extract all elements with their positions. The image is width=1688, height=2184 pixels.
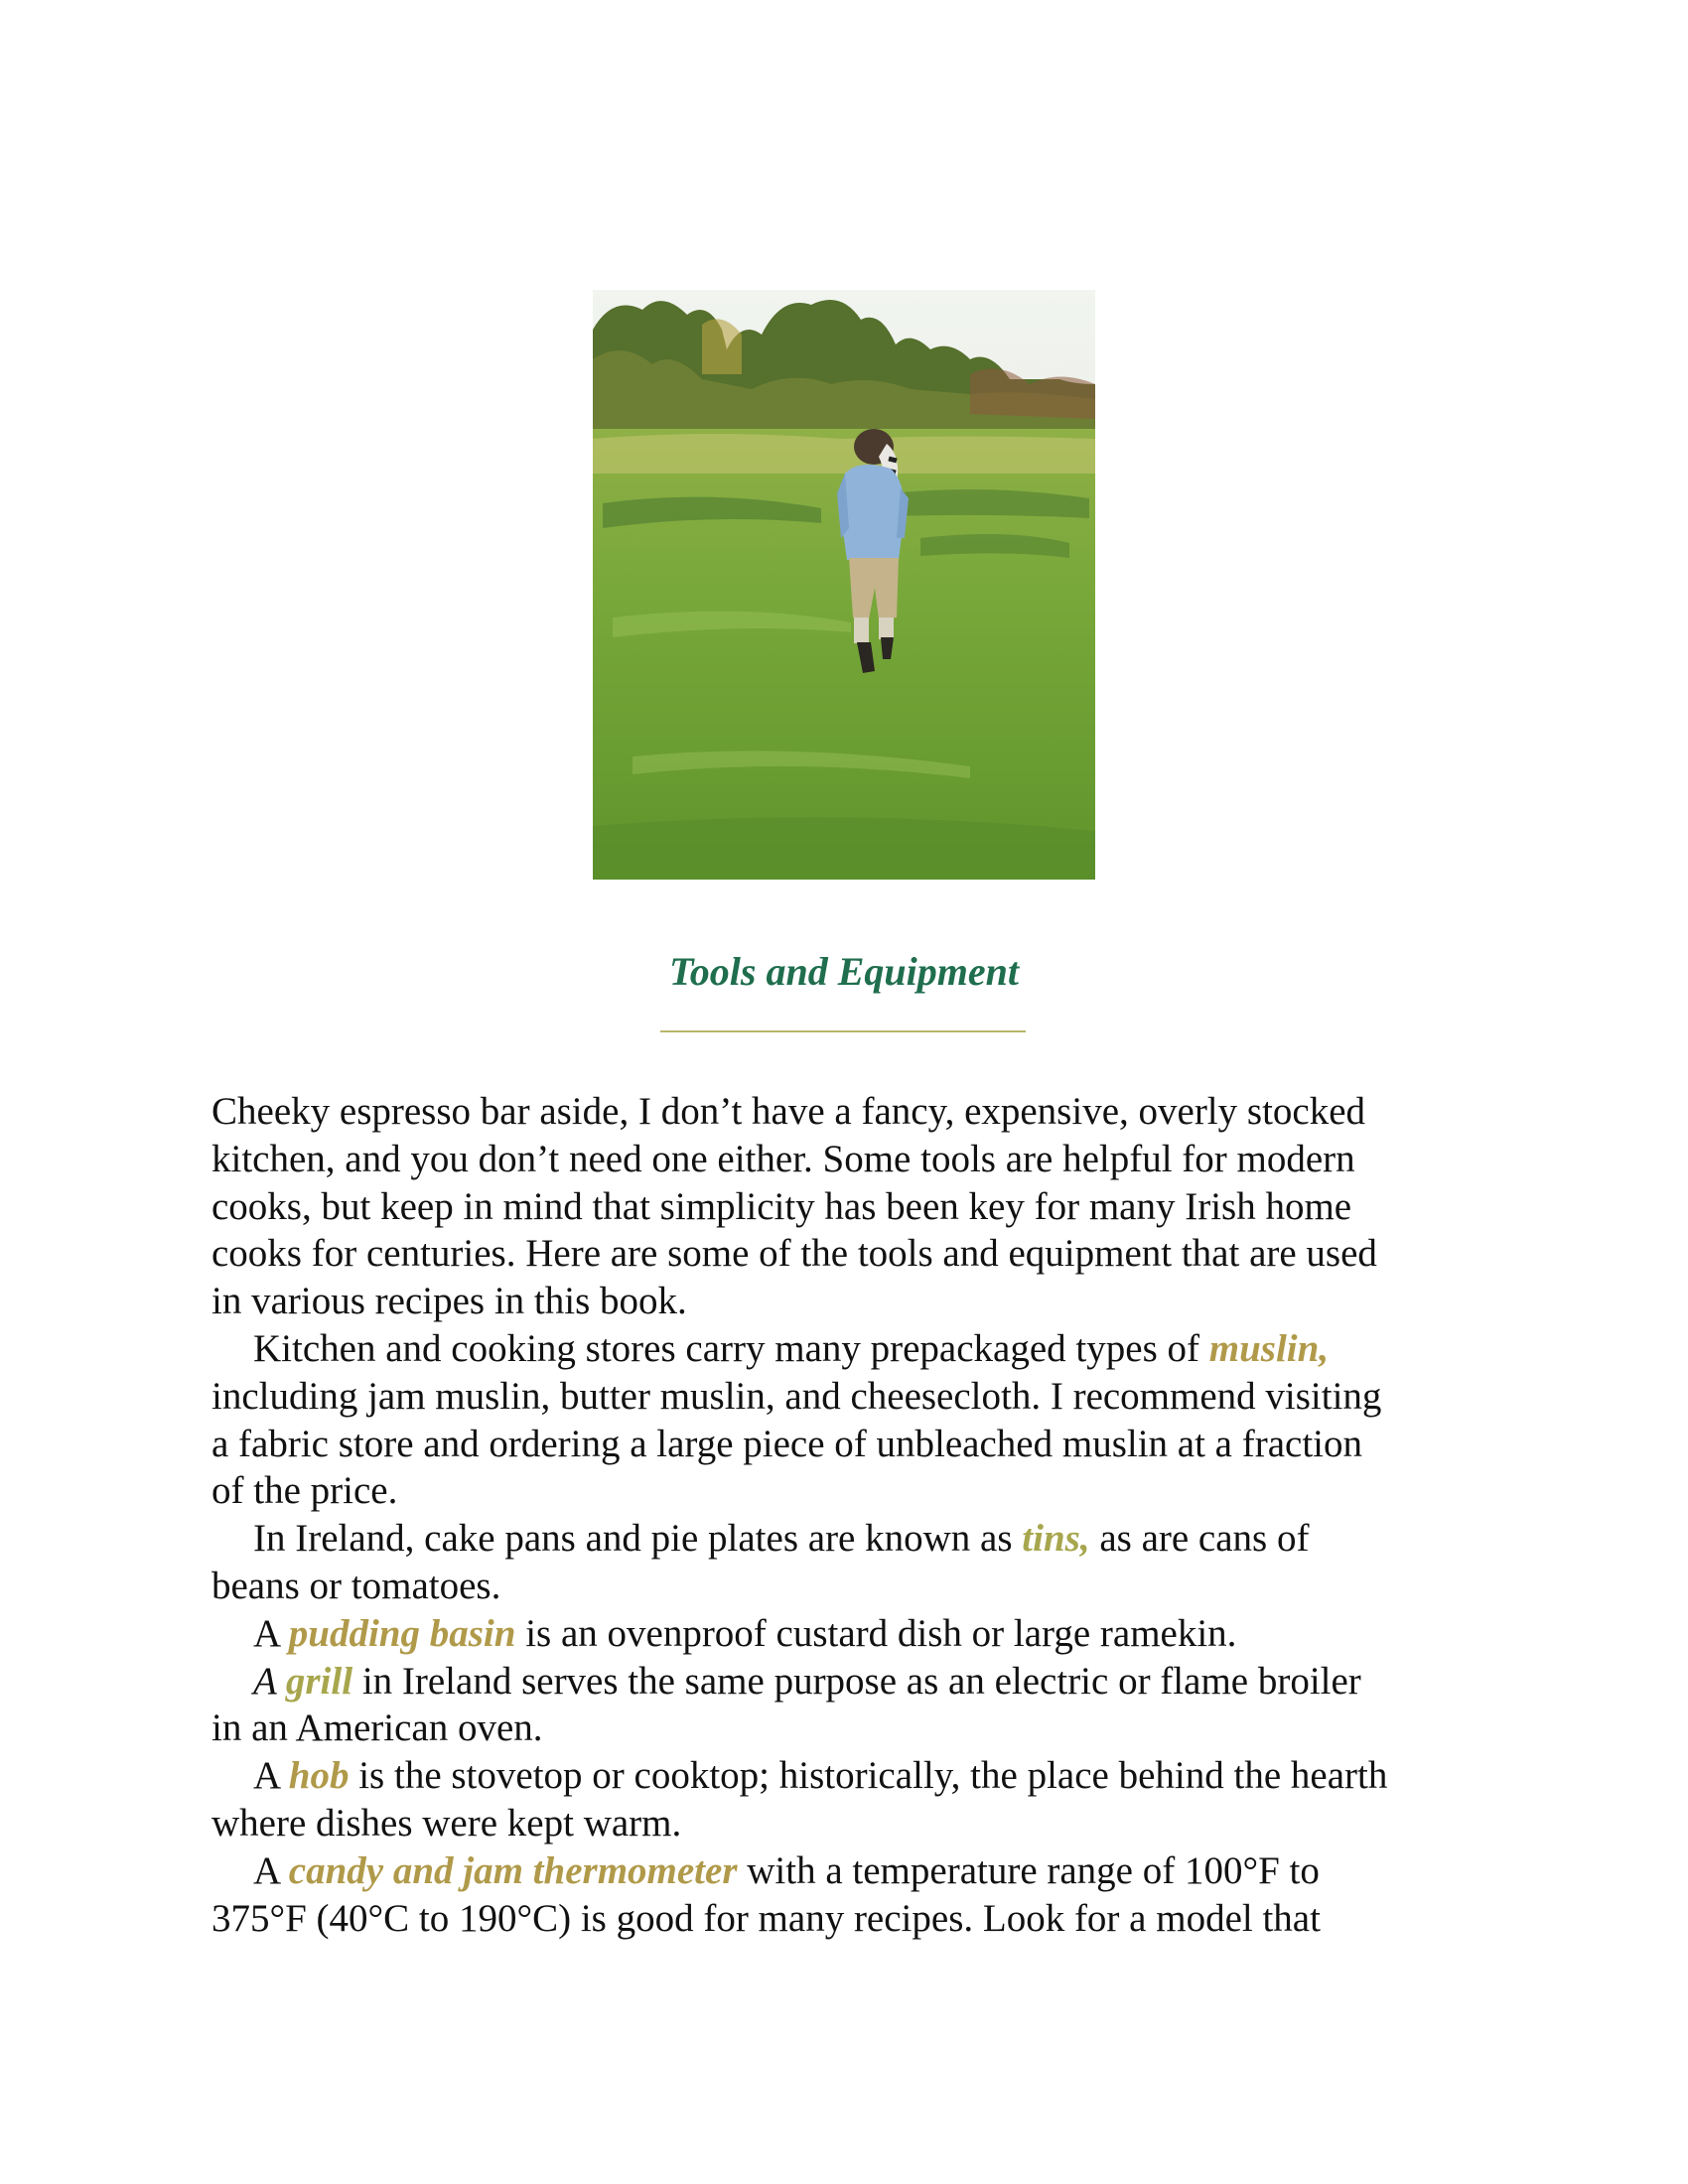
text-run: In Ireland, cake pans and pie plates are known as — [253, 1517, 1023, 1561]
text-line: in an American oven. — [211, 1706, 543, 1750]
child-in-field-photo — [593, 290, 1095, 880]
text-run: with a temperature range of 100°F to — [737, 1848, 1320, 1892]
title-divider — [660, 1030, 1026, 1032]
text-run: A — [253, 1754, 289, 1798]
text-run: in Ireland serves the same purpose as an electric or flame broiler — [352, 1659, 1361, 1703]
text-line: a fabric store and ordering a large piece of unbleached muslin at a fraction — [211, 1422, 1363, 1465]
term-pudding-basin: pudding basin — [288, 1611, 516, 1655]
text-line: cooks for centuries. Here are some of the tools and equipment that are used — [211, 1232, 1377, 1276]
text-line: Cheeky espresso bar aside, I don’t have a fancy, expensive, overly stocked — [211, 1090, 1366, 1133]
term-hob: hob — [288, 1754, 350, 1798]
text-line: 375°F (40°C to 190°C) is good for many recipes. Look for a model that — [211, 1896, 1321, 1940]
text-run: A — [253, 1659, 286, 1703]
term-grill: grill — [285, 1659, 353, 1703]
text-run: as are cans of — [1089, 1517, 1310, 1561]
body-text — [211, 1088, 1492, 1942]
text-run: is an ovenproof custard dish or large ramekin. — [515, 1611, 1237, 1655]
text-run: Kitchen and cooking stores carry many prepackaged types of — [253, 1326, 1209, 1370]
text-line: of the price. — [211, 1469, 398, 1513]
page-title: Tools and Equipment — [669, 949, 1019, 994]
term-tins: tins, — [1022, 1517, 1090, 1561]
text-line: cooks, but keep in mind that simplicity has been key for many Irish home — [211, 1184, 1352, 1228]
text-line: kitchen, and you don’t need one either. Some tools are helpful for modern — [211, 1137, 1355, 1180]
text-run: A — [253, 1848, 289, 1892]
text-run: A — [253, 1611, 289, 1655]
text-line — [211, 1658, 1492, 1706]
term-candy-thermometer: candy and jam thermometer — [288, 1848, 738, 1892]
text-line: including jam muslin, butter muslin, and cheesecloth. I recommend visiting — [211, 1374, 1382, 1418]
text-run: is the stovetop or cooktop; historically, the place behind the hearth — [349, 1754, 1388, 1798]
text-line — [211, 1752, 1492, 1800]
term-muslin: muslin, — [1208, 1326, 1330, 1370]
text-line: where dishes were kept warm. — [211, 1801, 682, 1844]
text-line: in various recipes in this book. — [211, 1280, 687, 1323]
text-line: beans or tomatoes. — [211, 1564, 501, 1607]
text-line — [211, 1325, 1492, 1373]
text-line — [211, 1515, 1492, 1563]
text-line — [211, 1610, 1492, 1658]
text-line — [211, 1847, 1492, 1895]
